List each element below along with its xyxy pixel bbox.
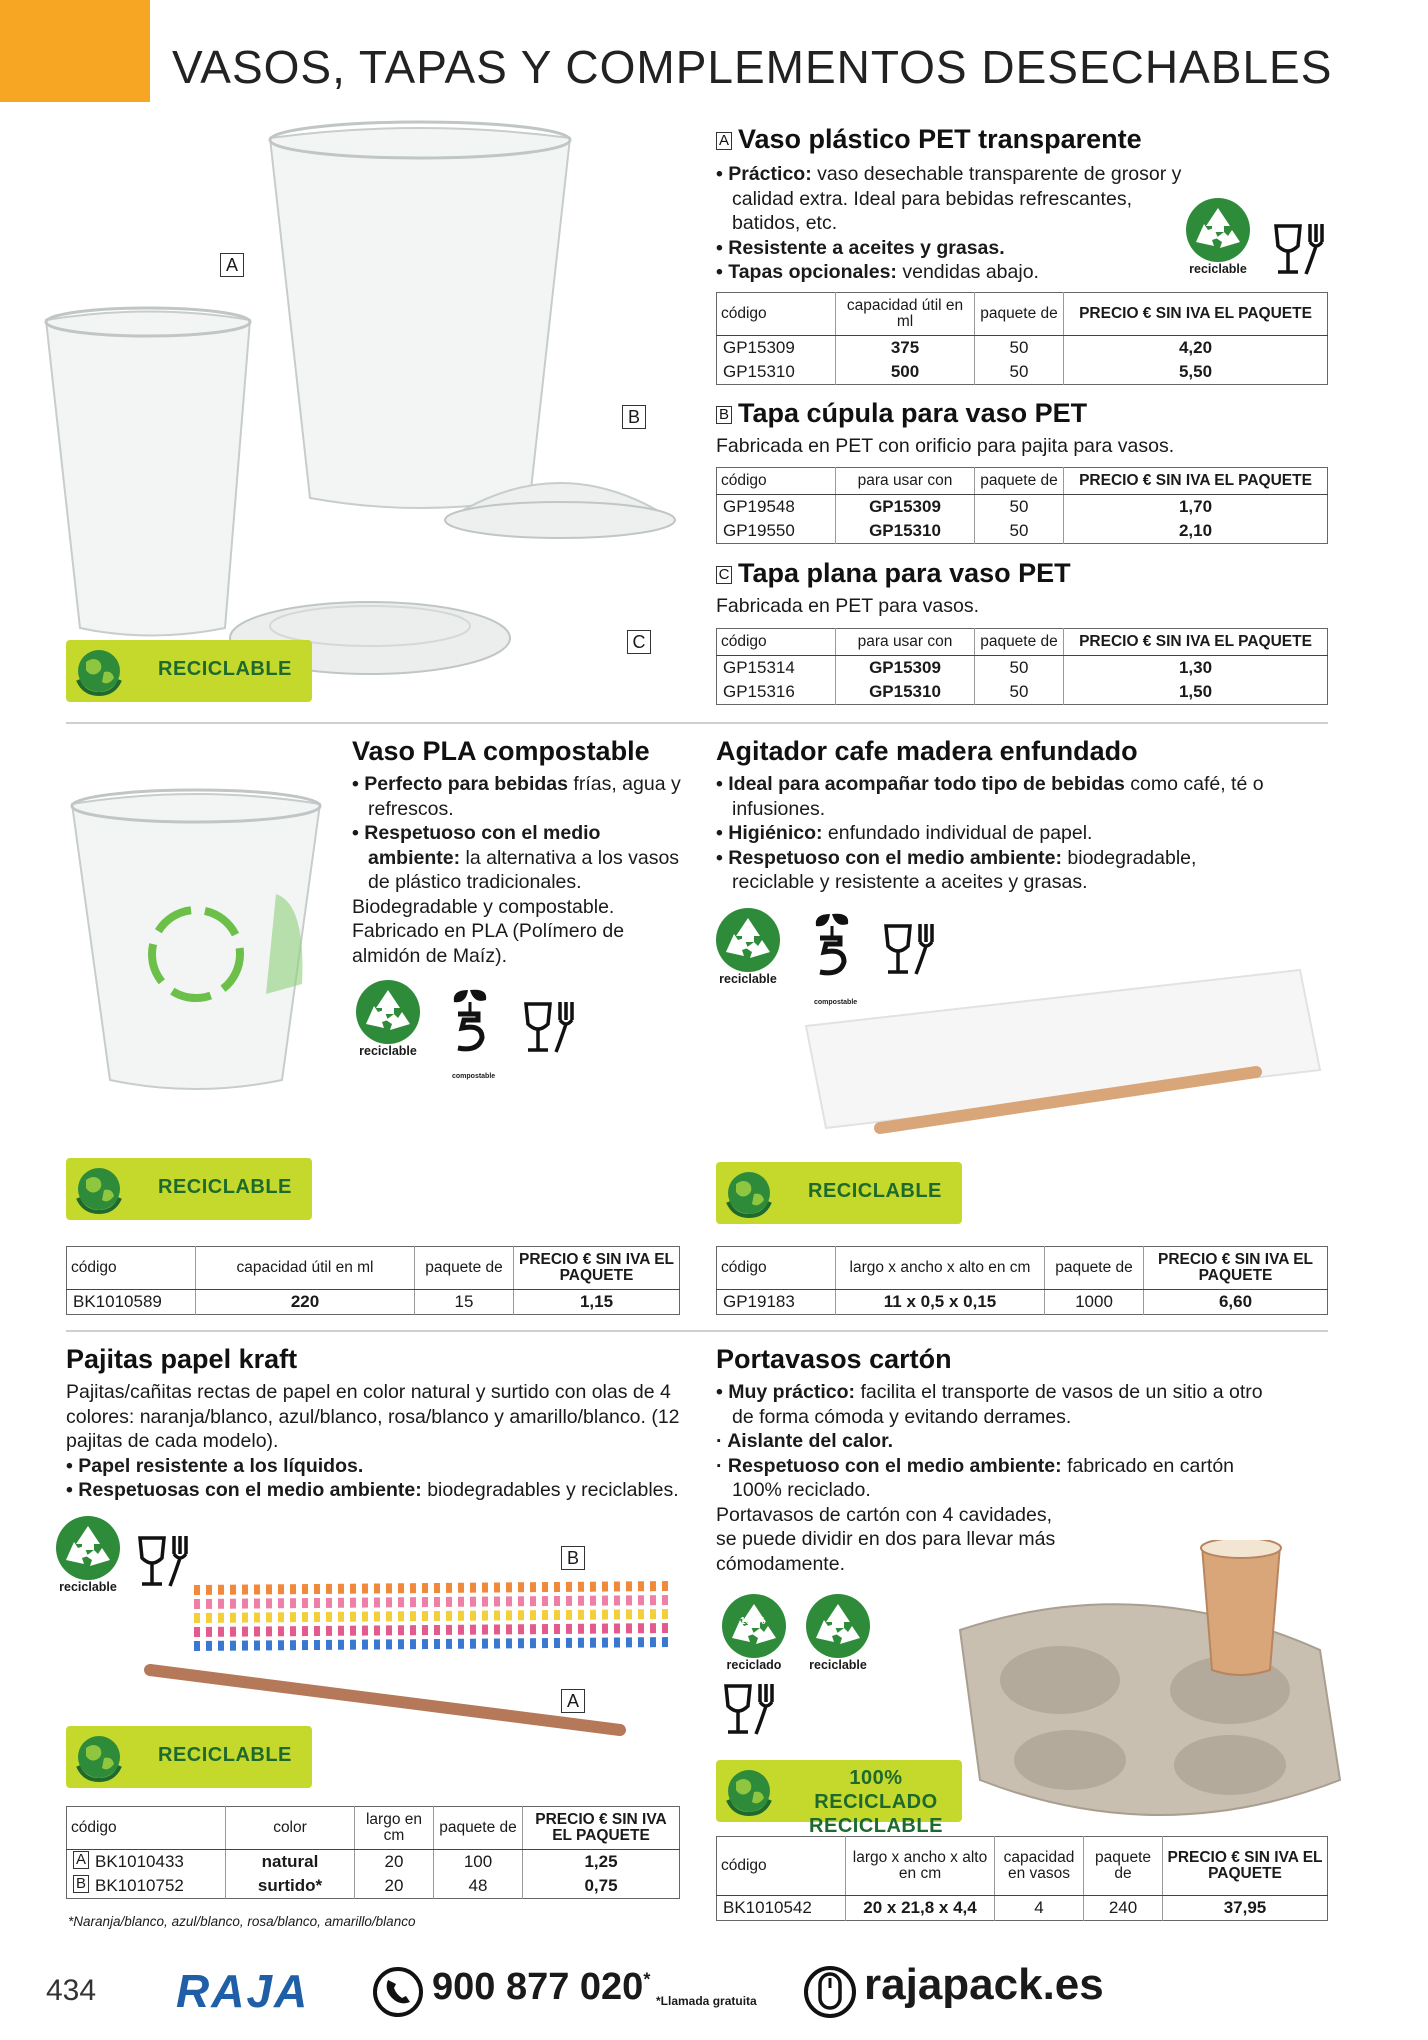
reciclable-badge: RECICLABLE [716, 1162, 962, 1224]
table-header: código capacidad útil en ml paquete de PRECIO € SIN IVA EL PAQUETE [67, 1247, 680, 1290]
vaso-pla-table [66, 1246, 680, 1315]
table-row: GP19550 GP15310 50 2,10 [717, 519, 1328, 544]
tapa-plana-table [716, 628, 1328, 705]
table-row: GP15309 375 50 4,20 [717, 336, 1328, 361]
compostable-icon [438, 984, 502, 1056]
table-row: GP19548 GP15309 50 1,70 [717, 495, 1328, 520]
reciclable-icon: reciclable [50, 1514, 126, 1587]
section-divider [66, 1330, 1328, 1332]
table-row: GP15310 500 50 5,50 [717, 360, 1328, 385]
globe-icon [74, 1164, 124, 1214]
food-safe-icon [1270, 220, 1330, 280]
globe-icon [724, 1766, 774, 1816]
food-safe-icon [720, 1680, 780, 1740]
pajitas-table [66, 1806, 680, 1899]
table-row: GP15314 GP15309 50 1,30 [717, 656, 1328, 681]
mouse-icon [804, 1964, 856, 2020]
badge-label: RECICLABLE [158, 658, 292, 680]
reciclado-badge: 100% RECICLADO RECICLABLE [716, 1760, 962, 1822]
section-title-tapa-plana: C Tapa plana para vaso PET [716, 558, 1071, 589]
table-header: código largo x ancho x alto en cm paquete de PRECIO € SIN IVA EL PAQUETE [717, 1247, 1328, 1290]
section-letter: A [716, 132, 732, 150]
portavasos-table [716, 1836, 1328, 1921]
corner-accent [0, 0, 150, 102]
reciclable-icon: reciclable [710, 906, 786, 979]
globe-icon [74, 1732, 124, 1782]
reciclable-icon: reciclable [350, 978, 426, 1051]
globe-icon [74, 646, 124, 696]
tapa-cupula-table [716, 467, 1328, 544]
reciclable-badge: RECICLABLE [66, 1726, 312, 1788]
reciclable-icon: reciclable [800, 1592, 876, 1665]
portavasos-description: • Muy práctico: facilita el transporte de vasos de un sitio a otro de forma cómoda y evitando derrames. · Aislante del calor. · Respetuoso con el medio ambiente: fabricado en cartón 100% reciclado. Portavasos de cartón con 4 cavidades, se puede dividir en dos para llevar más cómodamente. [716, 1381, 1263, 1575]
phone-note: *Llamada gratuita [656, 1994, 757, 2008]
page-number: 434 [46, 1974, 97, 2007]
vaso-pet-table [716, 292, 1328, 385]
raja-logo: RAJA [176, 1965, 310, 2017]
image-label-b: B [622, 405, 646, 429]
table-row: BK1010542 20 x 21,8 x 4,4 4 240 37,95 [717, 1896, 1328, 1921]
table-header: código capacidad útil en ml paquete de PRECIO € SIN IVA EL PAQUETE [717, 293, 1328, 336]
image-label-b: B [561, 1546, 585, 1570]
phone-icon [372, 1966, 424, 2018]
globe-icon [724, 1168, 774, 1218]
pajitas-description: Pajitas/cañitas rectas de papel en color natural y surtido con olas de 4 colores: naranja/blanco, azul/blanco, rosa/blanco y amarillo/blanco. (12 pajitas de cada modelo). • Papel resistente a los líquidos. • Respetuosas con el medio ambiente: biodegradables y reciclables. [66, 1381, 680, 1501]
table-row: GP19183 11 x 0,5 x 0,15 1000 6,60 [717, 1290, 1328, 1315]
section-title-tapa-cupula: B Tapa cúpula para vaso PET [716, 398, 1087, 429]
table-header: código largo x ancho x alto en cm capacidad en vasos paquete de PRECIO € SIN IVA EL PAQUETE [717, 1837, 1328, 1896]
compostable-label: compostable [814, 999, 858, 1006]
tapa-cupula-description: Fabricada en PET con orificio para pajita para vasos. [716, 435, 1175, 457]
pct-100-label: 100% [740, 1616, 766, 1627]
section-divider [66, 722, 1328, 724]
image-label-a: A [220, 253, 244, 277]
phone-number[interactable]: 900 877 020* [432, 1966, 651, 2008]
vaso-pla-description: • Perfecto para bebidas frías, agua y refrescos. • Respetuoso con el medio ambiente: la alternativa a los vasos de plástico tradicionales. Biodegradable y compostable. Fabricado en PLA (Polímero de almidón de Maíz). [352, 773, 681, 967]
reciclable-icon: reciclable [1180, 196, 1256, 269]
reciclado-icon: 100% reciclado [716, 1592, 792, 1665]
compostable-label: compostable [452, 1073, 496, 1080]
image-label-c: C [627, 630, 651, 654]
image-label-a: A [561, 1689, 585, 1713]
striped-straws-image [190, 1580, 680, 1660]
reciclable-badge [66, 640, 312, 702]
pet-cups-image [40, 118, 700, 698]
table-row: A BK1010433 natural 20 100 1,25 [67, 1850, 680, 1875]
pajitas-footnote: *Naranja/blanco, azul/blanco, rosa/blanco, amarillo/blanco [68, 1914, 416, 1929]
tapa-plana-description: Fabricada en PET para vasos. [716, 595, 980, 617]
table-header: código para usar con paquete de PRECIO € SIN IVA EL PAQUETE [717, 468, 1328, 495]
pla-cup-image [66, 784, 326, 1104]
reciclable-badge: RECICLABLE [66, 1158, 312, 1220]
table-row: B BK1010752 surtido* 20 48 0,75 [67, 1874, 680, 1899]
table-row: BK1010589 220 15 1,15 [67, 1290, 680, 1315]
agitador-description: • Ideal para acompañar todo tipo de bebidas como café, té o infusiones. • Higiénico: enfundado individual de papel. • Respetuoso con el medio ambiente: biodegradable, reciclable y resistente a aceites y grasas. [716, 773, 1264, 893]
food-safe-icon [520, 998, 580, 1058]
section-title-agitador: Agitador cafe madera enfundado [716, 736, 1138, 766]
food-safe-icon [134, 1532, 194, 1592]
table-header: código color largo en cm paquete de PRECIO € SIN IVA EL PAQUETE [67, 1807, 680, 1850]
stirrer-image [800, 960, 1330, 1160]
website-link[interactable]: rajapack.es [864, 1960, 1104, 2009]
agitador-table [716, 1246, 1328, 1315]
section-title-vaso-pla: Vaso PLA compostable [352, 736, 650, 766]
vaso-pet-description: • Práctico: vaso desechable transparente de grosor y calidad extra. Ideal para bebidas refrescantes, batidos, etc. • Resistente a aceites y grasas. • Tapas opcionales: vendidas abajo. [716, 163, 1182, 283]
section-title-vaso-pet: A Vaso plástico PET transparente [716, 124, 1142, 155]
section-title-portavasos: Portavasos cartón [716, 1344, 952, 1374]
table-header: código para usar con paquete de PRECIO € SIN IVA EL PAQUETE [717, 629, 1328, 656]
section-title-pajitas: Pajitas papel kraft [66, 1344, 298, 1374]
cardboard-tray-image [940, 1540, 1360, 1860]
page-title: VASOS, TAPAS Y COMPLEMENTOS DESECHABLES [172, 41, 1333, 93]
table-row: GP15316 GP15310 50 1,50 [717, 680, 1328, 705]
